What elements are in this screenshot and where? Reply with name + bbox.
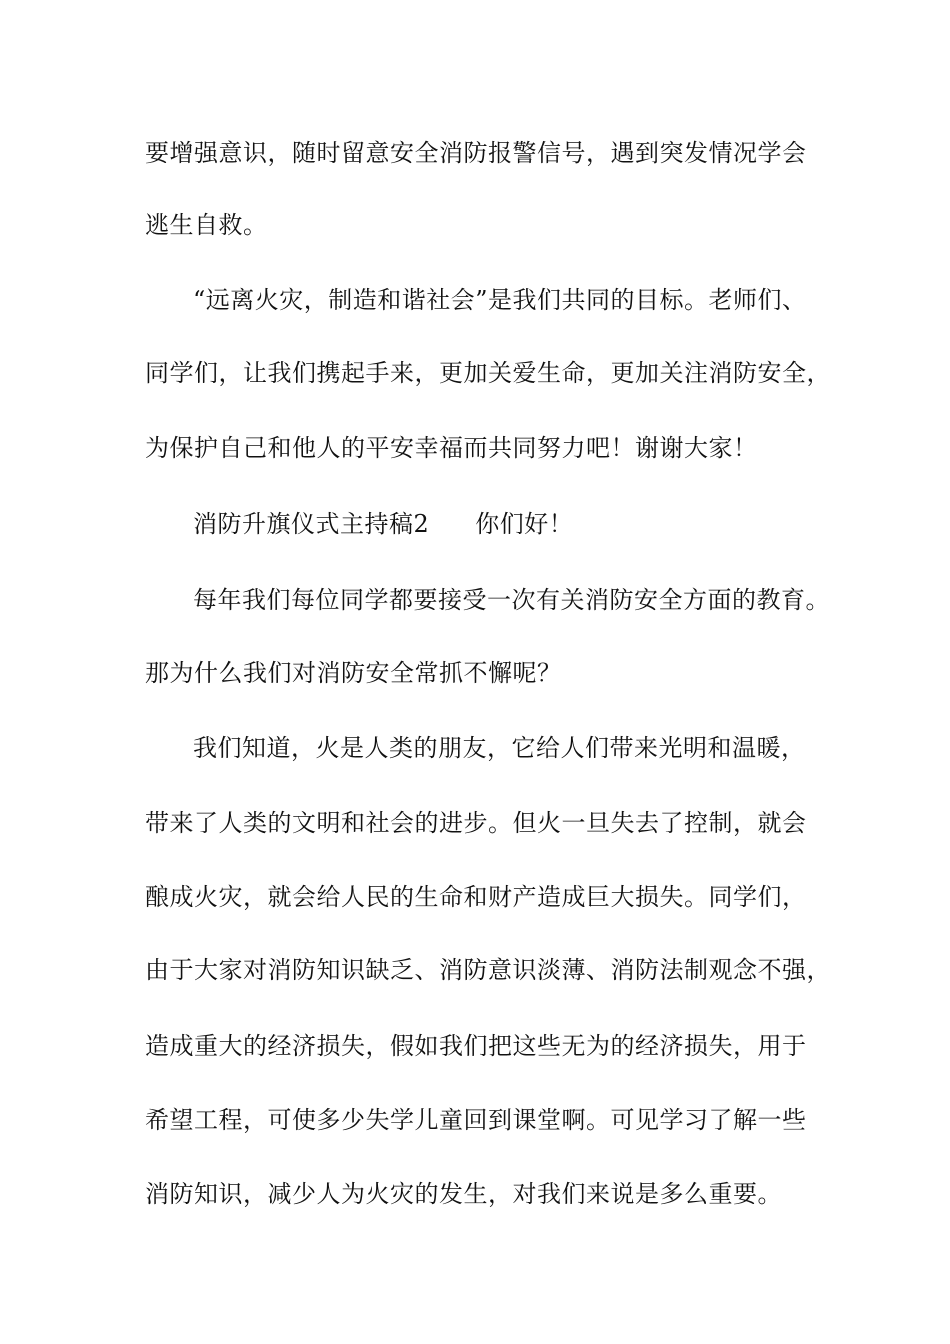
text-line-13: 造成重大的经济损失，假如我们把这些无为的经济损失，用于 [145, 1032, 807, 1060]
text-line-9: 我们知道，火是人类的朋友，它给人们带来光明和温暖， [193, 734, 806, 762]
text-line-12: 由于大家对消防知识缺乏、消防意识淡薄、消防法制观念不强， [145, 956, 831, 984]
text-line-8: 那为什么我们对消防安全常抓不懈呢？ [145, 659, 562, 687]
text-line-7: 每年我们每位同学都要接受一次有关消防安全方面的教育。 [193, 586, 830, 614]
text-line-1: 要增强意识，随时留意安全消防报警信号，遇到突发情况学会 [145, 139, 807, 167]
section-heading-line [193, 509, 573, 539]
text-line-4: 同学们，让我们携起手来，更加关爱生命，更加关注消防安全， [145, 359, 831, 387]
text-line-5: 为保护自己和他人的平安幸福而共同努力吧！谢谢大家！ [145, 434, 758, 462]
text-line-3: “远离火灾，制造和谐社会”是我们共同的目标。老师们、 [193, 286, 807, 314]
text-line-2: 逃生自救。 [145, 211, 268, 239]
text-line-11: 酿成火灾，就会给人民的生命和财产造成巨大损失。同学们， [145, 883, 807, 911]
text-line-14: 希望工程，可使多少失学儿童回到课堂啊。可见学习了解一些 [145, 1106, 807, 1134]
text-line-15: 消防知识，减少人为火灾的发生，对我们来说是多么重要。 [145, 1180, 782, 1208]
section-title: 消防升旗仪式主持稿2 [193, 510, 430, 538]
greeting: 你们好！ [475, 510, 574, 538]
text-line-10: 带来了人类的文明和社会的进步。但火一旦失去了控制，就会 [145, 809, 807, 837]
